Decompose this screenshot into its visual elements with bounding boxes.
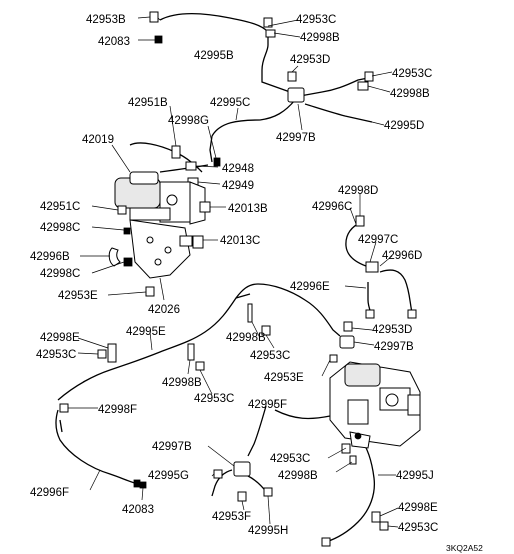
label-42953c-right: 42953C (392, 68, 433, 80)
label-42998e-left: 42998E (40, 332, 80, 344)
bolt-42953c-bottom (380, 522, 388, 530)
label-42998c-lower: 42998C (40, 268, 81, 280)
figure-code: 3KQ2A52 (446, 543, 483, 553)
clip-42998c-lower (124, 258, 132, 266)
bolt-42995g-end (214, 470, 222, 478)
label-42997c: 42997C (358, 234, 399, 246)
label-42019: 42019 (82, 134, 114, 146)
label-42997b-top: 42997B (276, 132, 316, 144)
label-42997b-lower: 42997B (152, 441, 192, 453)
joint-42997b-right (340, 336, 354, 348)
bolt-42953c-lower-right (342, 444, 350, 453)
label-42995c: 42995C (210, 97, 251, 109)
bolt-42953d-top (288, 72, 296, 81)
clip-42998e-left (108, 344, 116, 362)
abs-hydraulic-unit (330, 362, 420, 448)
label-42995j: 42995J (396, 470, 434, 482)
bolt-42953c-left (98, 350, 106, 358)
label-42995f: 42995F (248, 399, 288, 411)
fitting-42996f-end (134, 480, 140, 487)
label-42995d: 42995D (384, 120, 425, 132)
label-42948: 42948 (222, 163, 254, 175)
bolt-42953e-right (330, 355, 337, 362)
label-42953c-mid: 42953C (250, 350, 291, 362)
label-42995b: 42995B (194, 50, 234, 62)
label-42953c-left: 42953C (36, 349, 77, 361)
nut-42083 (155, 36, 162, 43)
label-42996b: 42996B (30, 251, 70, 263)
label-42998e-right: 42998E (398, 502, 438, 514)
clip-42998b-mid (248, 304, 252, 322)
fitting-42995h-end (264, 488, 272, 496)
label-42953d-right: 42953D (372, 324, 413, 336)
label-42083-top: 42083 (98, 36, 130, 48)
clip-42998f (60, 404, 68, 412)
label-42998b-top: 42998B (300, 32, 340, 44)
hose-42996b (109, 248, 120, 266)
label-42998g: 42998G (168, 115, 209, 127)
label-42995h: 42995H (248, 525, 289, 537)
label-42998c-upper: 42998C (40, 222, 81, 234)
label-42013b: 42013B (228, 203, 268, 215)
label-42951b: 42951B (128, 97, 168, 109)
label-42953c-bottom: 42953C (398, 522, 439, 534)
bolt-42953e-left (146, 287, 154, 296)
sensor-42013c (193, 236, 203, 248)
label-42953e-left: 42953E (58, 290, 98, 302)
label-42953c-top: 42953C (296, 14, 337, 26)
label-42026: 42026 (148, 304, 180, 316)
bolt-42953c-right (365, 72, 373, 81)
joint-42997b-lower (234, 462, 250, 476)
label-42953d-top: 42953D (290, 54, 331, 66)
connector-42951c (118, 206, 126, 214)
label-42996d: 42996D (382, 250, 423, 262)
label-42953c-low: 42953C (194, 393, 235, 405)
bolt-42953d-right (344, 322, 352, 331)
nut-42083-lower (140, 482, 146, 488)
label-42013c: 42013C (220, 235, 261, 247)
label-42998b-low: 42998B (162, 377, 202, 389)
label-42995g: 42995G (148, 470, 189, 482)
clip-42998b-low (188, 344, 194, 360)
joint-42997c (366, 262, 378, 272)
label-42996e: 42996E (290, 281, 330, 293)
label-42951c: 42951C (40, 201, 81, 213)
clip-42998c (124, 228, 130, 234)
fitting-42996e-end (366, 310, 374, 318)
part-42948 (186, 162, 196, 170)
sensor-42013b (200, 202, 210, 212)
label-42998d: 42998D (338, 185, 379, 197)
label-42083-lower: 42083 (122, 504, 154, 516)
label-42996f: 42996F (30, 487, 70, 499)
label-42998b-mid: 42998B (226, 332, 266, 344)
label-42953e-right: 42953E (264, 372, 304, 384)
bolt-42953b (150, 12, 158, 22)
clip-42998d (356, 216, 364, 226)
label-42998b-right: 42998B (390, 88, 430, 100)
label-42996c: 42996C (312, 201, 353, 213)
label-42995e: 42995E (126, 326, 166, 338)
bolt-42953f (238, 492, 246, 501)
label-42953c-lower-right: 42953C (270, 453, 311, 465)
label-42998b-lower-right: 42998B (278, 470, 318, 482)
fitting-42996d-end (408, 310, 416, 318)
fitting-42995j-end (322, 538, 330, 546)
clip-42998g (214, 158, 220, 166)
joint-42997b-top (288, 88, 304, 102)
parts (60, 12, 423, 546)
label-42953f: 42953F (212, 511, 252, 523)
connector-42951b (172, 146, 180, 158)
label-42949: 42949 (222, 180, 254, 192)
label-42998f: 42998F (98, 404, 138, 416)
clip-42998e-right (372, 512, 380, 522)
clip-42998b-top (266, 30, 275, 37)
label-42997b-right: 42997B (374, 341, 414, 353)
clip-42998b-right (358, 82, 368, 90)
bolt-42953c-low (196, 362, 204, 370)
label-42953b: 42953B (86, 14, 126, 26)
